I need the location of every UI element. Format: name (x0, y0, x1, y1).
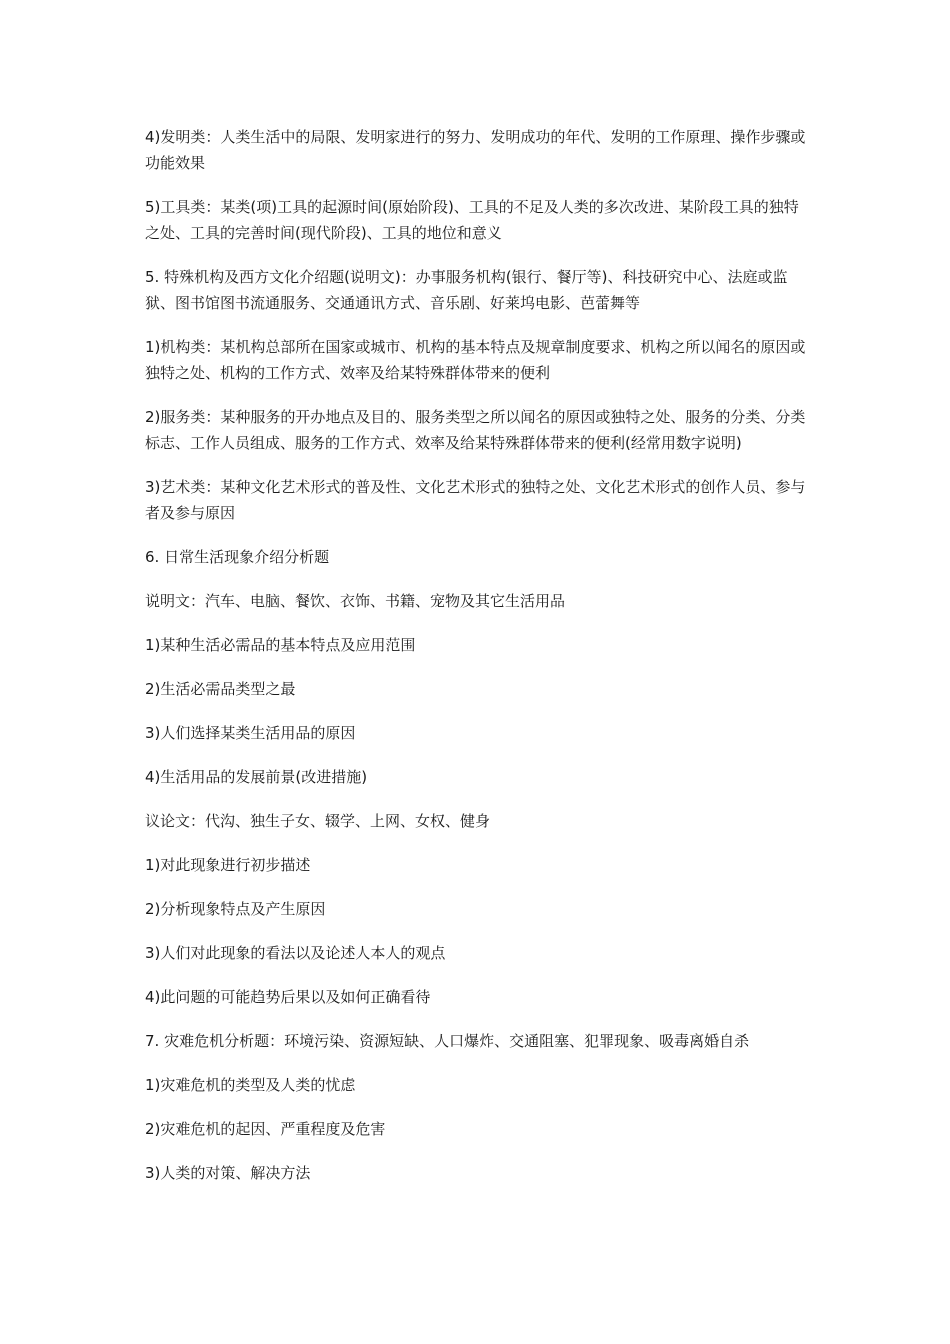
list-item: 1)灾难危机的类型及人类的忧虑 (145, 1076, 356, 1094)
list-item: 3)人们选择某类生活用品的原因 (145, 724, 356, 742)
paragraph-invention: 4)发明类：人类生活中的局限、发明家进行的努力、发明成功的年代、发明的工作原理、操作步骤或功能效果 (145, 128, 806, 172)
document-body (145, 124, 810, 1204)
list-item: 3)人们对此现象的看法以及论述人本人的观点 (145, 944, 446, 962)
paragraph-institutions: 1)机构类：某机构总部所在国家或城市、机构的基本特点及规章制度要求、机构之所以闻名的原因或独特之处、机构的工作方式、效率及给某特殊群体带来的便利 (145, 338, 806, 382)
paragraph-expository: 说明文：汽车、电脑、餐饮、衣饰、书籍、宠物及其它生活用品 (145, 592, 566, 610)
list-item: 3)人类的对策、解决方法 (145, 1164, 311, 1182)
paragraph-tools: 5)工具类：某类(项)工具的起源时间(原始阶段)、工具的不足及人类的多次改进、某阶段工具的独特之处、工具的完善时间(现代阶段)、工具的地位和意义 (145, 198, 799, 242)
paragraph-section-6: 6. 日常生活现象介绍分析题 (145, 548, 330, 566)
list-item: 2)生活必需品类型之最 (145, 680, 296, 698)
list-item: 4)生活用品的发展前景(改进措施) (145, 768, 368, 786)
list-item: 1)某种生活必需品的基本特点及应用范围 (145, 636, 416, 654)
list-item: 4)此问题的可能趋势后果以及如何正确看待 (145, 988, 431, 1006)
paragraph-argumentative: 议论文：代沟、独生子女、辍学、上网、女权、健身 (145, 812, 491, 830)
paragraph-arts: 3)艺术类：某种文化艺术形式的普及性、文化艺术形式的独特之处、文化艺术形式的创作人员、参与者及参与原因 (145, 478, 806, 522)
list-item: 1)对此现象进行初步描述 (145, 856, 311, 874)
list-item: 2)灾难危机的起因、严重程度及危害 (145, 1120, 386, 1138)
paragraph-services: 2)服务类：某种服务的开办地点及目的、服务类型之所以闻名的原因或独特之处、服务的分类、分类标志、工作人员组成、服务的工作方式、效率及给某特殊群体带来的便利(经常用数字说明) (145, 408, 806, 452)
paragraph-section-5: 5. 特殊机构及西方文化介绍题(说明文)：办事服务机构(银行、餐厅等)、科技研究中心、法庭或监狱、图书馆图书流通服务、交通通讯方式、音乐剧、好莱坞电影、芭蕾舞等 (145, 268, 788, 312)
paragraph-section-7: 7. 灾难危机分析题：环境污染、资源短缺、人口爆炸、交通阻塞、犯罪现象、吸毒离婚自杀 (145, 1032, 750, 1050)
list-item: 2)分析现象特点及产生原因 (145, 900, 326, 918)
